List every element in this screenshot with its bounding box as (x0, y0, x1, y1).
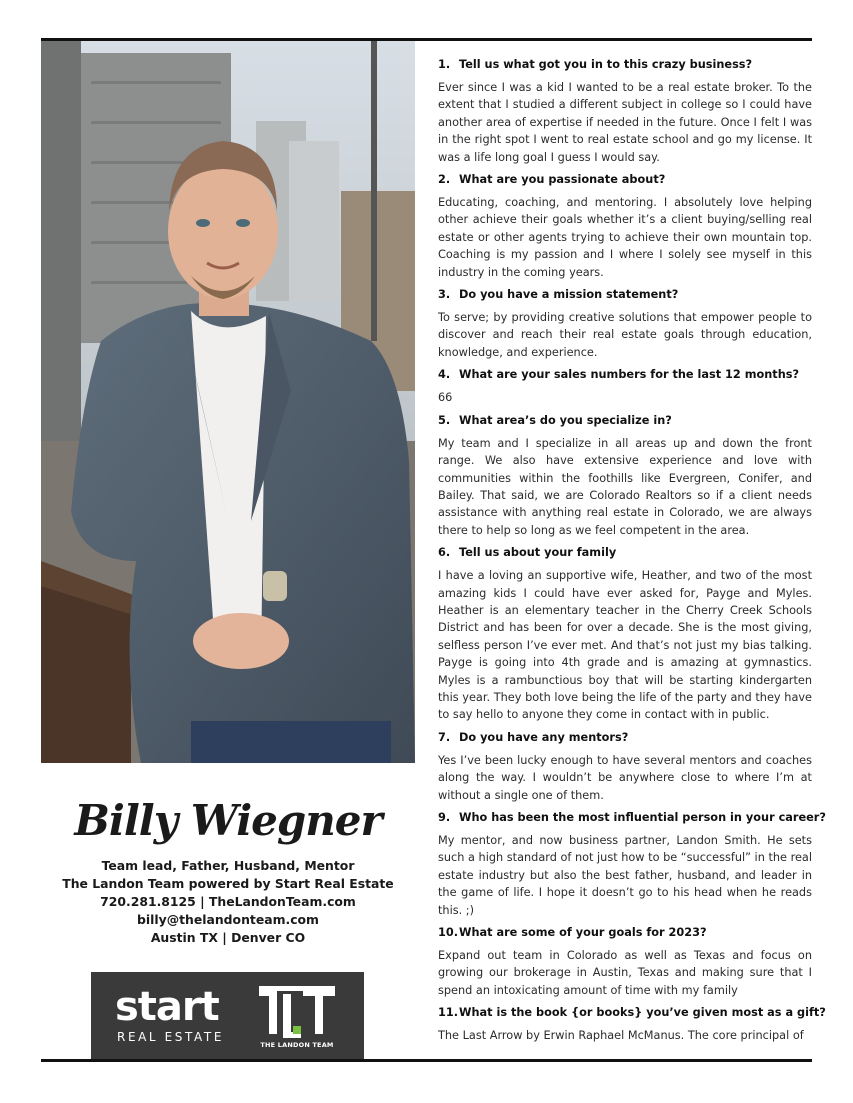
question-1 (438, 57, 812, 73)
question-number: 6. (438, 546, 451, 560)
start-logo-subtitle: REAL ESTATE (117, 1030, 225, 1044)
profile-phone-website: 720.281.8125 | TheLandonTeam.com (100, 894, 356, 909)
portrait-photo (41, 41, 415, 763)
question-text: What are your sales numbers for the last 12 months? (459, 368, 800, 382)
answer-9: Expand out team in Colorado as well as Texas and focus on growing our brokerage in Austin, Texas and making sure that I spend an intoxicating amount of time with my family (438, 949, 812, 997)
start-logo-wordmark (115, 985, 219, 1029)
portrait-illustration (41, 41, 415, 763)
question-7 (438, 730, 812, 746)
question-number: 4. (438, 368, 451, 382)
question-number: 7. (438, 730, 451, 744)
question-text: Do you have a mission statement? (459, 288, 679, 302)
question-text: What are some of your goals for 2023? (459, 926, 707, 940)
answer-4: 66 (438, 391, 453, 405)
profile-email: billy@thelandonteam.com (137, 912, 319, 927)
question-number: 9. (438, 811, 451, 824)
question-number: 11. (438, 1006, 459, 1020)
question-6 (438, 545, 812, 561)
question-9 (438, 925, 812, 941)
brand-logos (91, 972, 364, 1060)
question-text: Who has been the most influential person in your career? (459, 811, 826, 824)
question-number: 5. (438, 413, 451, 427)
question-text: What is the book {or books} you’ve given most as a gift? (459, 1006, 826, 1020)
answer-8: My mentor, and now business partner, Landon Smith. He sets such a high standard of not just how to be “successful” in the real estate industry but also the best father, husband, and leader in the game of life. I hope it doesn’t go to his head when he reads this. ;) (438, 834, 812, 917)
answer-7: Yes I’ve been lucky enough to have several mentors and coaches along the way. I wouldn’t be anywhere close to where I’m at without a single one of them. (438, 753, 812, 802)
question-text: What are you passionate about? (459, 173, 666, 187)
question-2 (438, 172, 812, 188)
question-3 (438, 287, 812, 303)
answer-1: Ever since I was a kid I wanted to be a real estate broker. To the extent that I studied a different subject in college so I could have another area of expertise if needed in the future. Once I felt I was in the right spot I went to real estate school and go my license. It was a life long goal I guess I would say. (438, 81, 812, 164)
answer-5: My team and I specialize in all areas up and down the front range. We also have extensive experience and love with communities within the foothills like Evergreen, Conifer, and Bailey. That said, we are Colorado Realtors so if a client needs assistance with anything real estate in Colorado, we are always there to help so long as we feel competent in the area. (438, 436, 812, 537)
start-logo-text: start (115, 984, 219, 1030)
question-number: 2. (438, 173, 451, 187)
question-number: 3. (438, 288, 451, 302)
question-text: Do you have any mentors? (459, 730, 629, 744)
qa-column (438, 57, 826, 1051)
profile-company: The Landon Team powered by Start Real Estate (62, 876, 394, 891)
landon-team-logo-icon (257, 980, 337, 1044)
bottom-rule (41, 1059, 812, 1062)
question-text: Tell us what got you in to this crazy business? (459, 58, 753, 71)
question-5 (438, 413, 812, 429)
landon-team-logo-subtitle: THE LANDON TEAM (260, 1041, 334, 1049)
profile-details (41, 857, 415, 947)
answer-3: To serve; by providing creative solutions that empower people to discover and reach their real estate goals through education, knowledge, and experience. (438, 311, 812, 359)
profile-role: Team lead, Father, Husband, Mentor (101, 858, 355, 873)
answer-2: Educating, coaching, and mentoring. I absolutely love helping other achieve their goals whether it’s a client buying/selling real estate or other agents trying to achieve their own mountain top. Coaching is my passion and I where I solely see myself in this industry in the coming years. (438, 196, 812, 279)
question-8 (438, 810, 826, 826)
question-4 (438, 367, 812, 383)
question-text: What area’s do you specialize in? (459, 413, 672, 427)
question-10 (438, 1005, 826, 1021)
answer-6: I have a loving an supportive wife, Heather, and two of the most amazing kids I could have ever asked for, Payge and Myles. Heather is an elementary teacher in the Cherry Creek Schools District and has been for over a decade. She is the most giving, selfless person I’ve ever met. And that’s not just my bias talking. Payge is going into 4th grade and is amazing at gymnastics. Myles is a rambunctious boy that will be starting kindergarten this year. They both love being the life of the party and they have to say hello to anyone they come in contact with in public. (438, 569, 812, 722)
question-number: 1. (438, 58, 451, 71)
question-text: Tell us about your family (459, 546, 617, 560)
profile-locations: Austin TX | Denver CO (150, 930, 306, 945)
profile-name: Billy Wiegner (74, 796, 382, 845)
question-number: 10. (438, 926, 459, 940)
answer-10: The Last Arrow by Erwin Raphael McManus. The core principal of (438, 1029, 804, 1043)
